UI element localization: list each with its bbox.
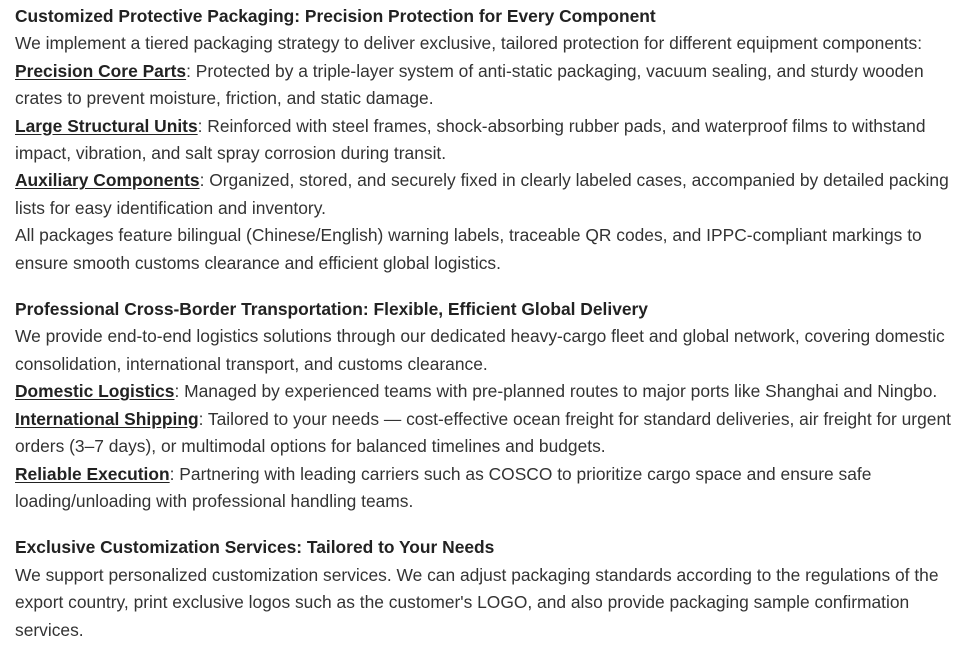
item-term: Precision Core Parts [15,60,187,81]
section-closing: All packages feature bilingual (Chinese/English) warning labels, traceable QR codes, and IPPC-compliant markings to ensure smooth customs clearance and efficient global logistics. [15,225,922,273]
section-intro: We implement a tiered packaging strategy to deliver exclusive, tailored protection for different equipment components: [15,33,923,54]
item-text: : Organized, stored, and securely fixed in clearly labeled cases, accompanied by detailed packing lists for easy identification and inventory. [15,170,949,218]
section-packaging [15,3,975,277]
section-heading: Exclusive Customization Services: Tailored to Your Needs [15,537,495,558]
section-intro: We support personalized customization services. We can adjust packaging standards according to the regulations of the export country, print exclusive logos such as the customer's LOGO, and also provide packaging sample confirmation services. [15,564,939,640]
list-item [15,461,975,516]
list-item [15,406,975,461]
item-term: Reliable Execution [15,463,170,484]
list-item [15,113,975,168]
item-text: : Managed by experienced teams with pre-planned routes to major ports like Shanghai and Ningbo. [174,381,938,402]
section-heading: Professional Cross-Border Transportation: Flexible, Efficient Global Delivery [15,299,648,320]
section-heading: Customized Protective Packaging: Precision Protection for Every Component [15,6,656,26]
section-customization [15,534,975,644]
list-item [15,378,975,405]
section-intro: We provide end-to-end logistics solutions through our dedicated heavy-cargo fleet and global network, covering domestic consolidation, international transport, and customs clearance. [15,326,945,374]
list-item [15,167,975,222]
item-term: International Shipping [15,408,199,429]
item-text: : Protected by a triple-layer system of anti-static packaging, vacuum sealing, and sturdy wooden crates to prevent moisture, friction, and static damage. [15,60,924,109]
item-text: : Reinforced with steel frames, shock-absorbing rubber pads, and waterproof films to withstand impact, vibration, and salt spray corrosion during transit. [15,115,926,164]
item-term: Domestic Logistics [15,381,175,402]
item-text: : Tailored to your needs — cost-effective ocean freight for standard deliveries, air freight for urgent orders (3–7 days), or multimodal options for balanced timelines and budgets. [15,408,951,457]
item-term: Auxiliary Components [15,170,200,191]
item-term: Large Structural Units [15,115,198,136]
list-item [15,58,975,113]
item-text: : Partnering with leading carriers such as COSCO to prioritize cargo space and ensure safe loading/unloading with professional handling teams. [15,463,872,511]
section-transportation [15,296,975,515]
